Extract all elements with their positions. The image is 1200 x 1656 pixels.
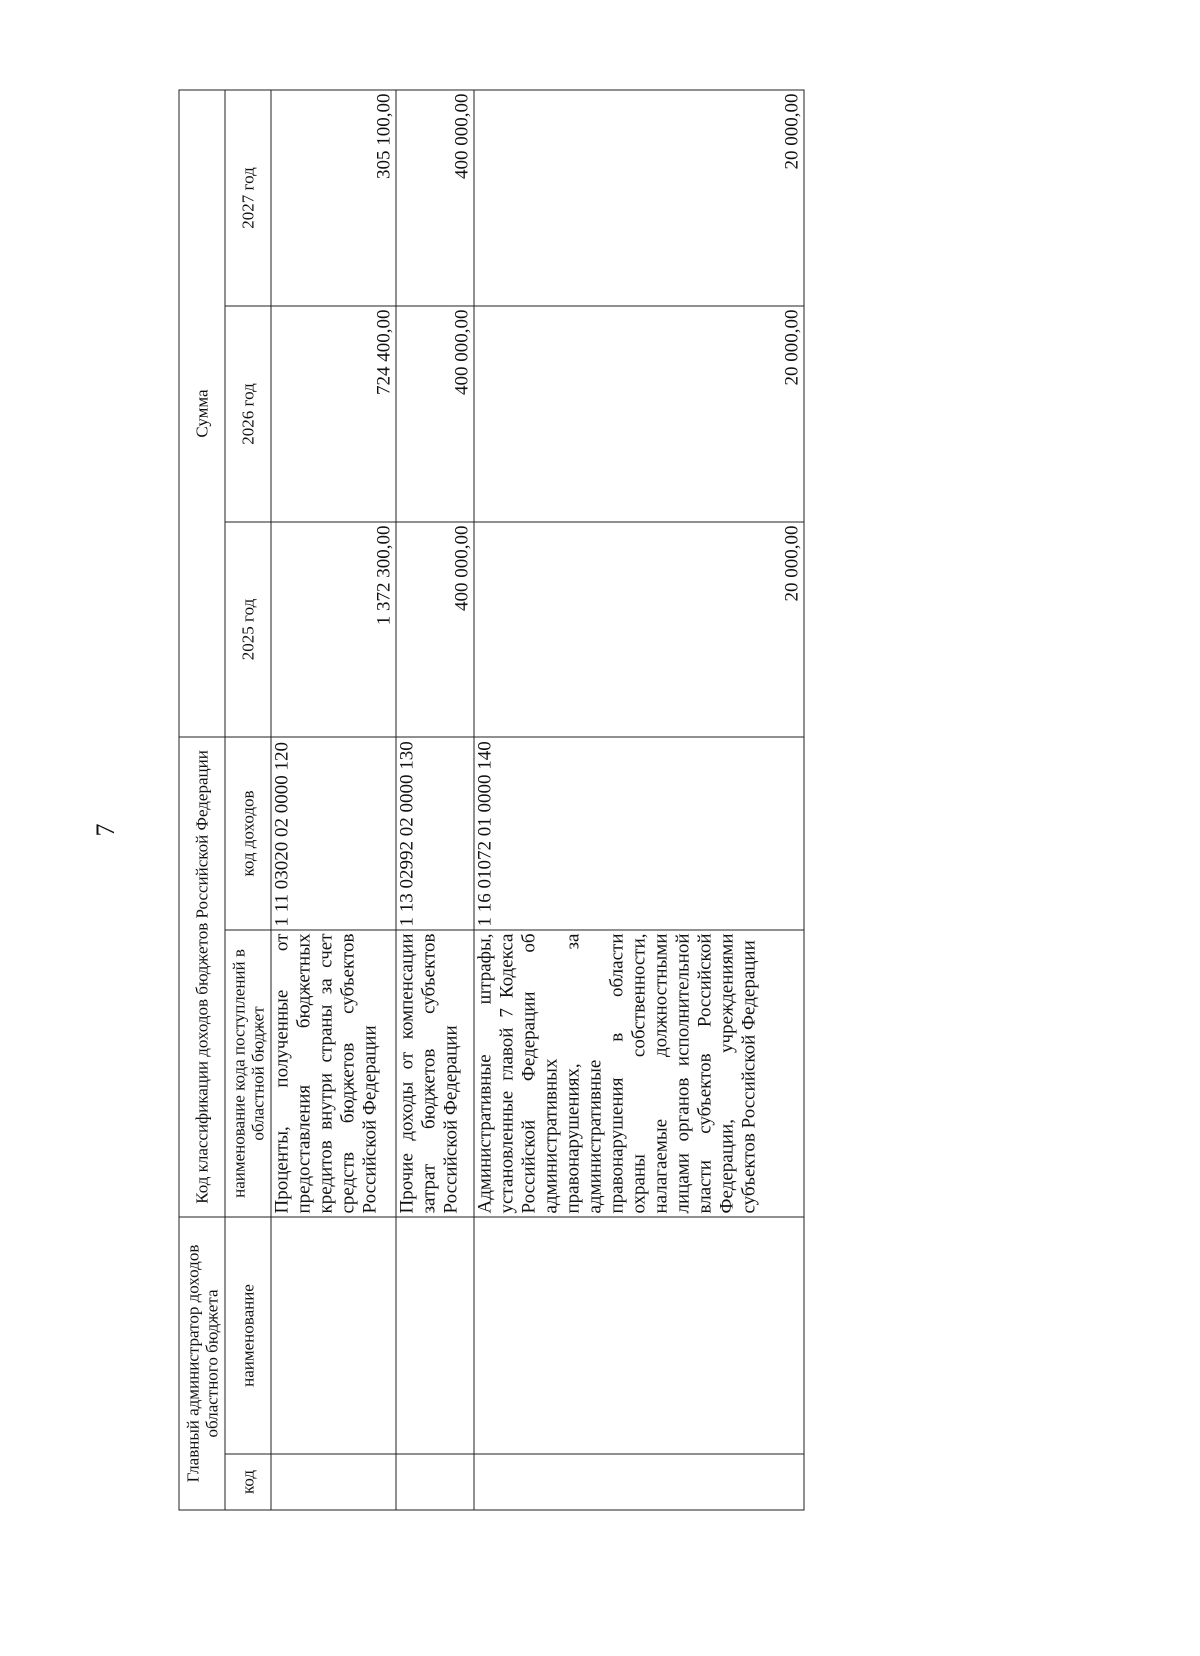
row-amount-2025: 1 372 300,00 (271, 522, 396, 737)
row-admin-name (271, 1217, 396, 1454)
header-row-2 (225, 90, 271, 1510)
header-col-2027: 2027 год (225, 90, 271, 306)
row-amount-2027: 20 000,00 (474, 90, 804, 306)
page-number: 7 (91, 823, 120, 837)
header-col-code: код (225, 1454, 271, 1510)
budget-table-rotated (179, 91, 804, 1511)
row-amount-2025: 20 000,00 (474, 522, 804, 737)
header-col-name: наименование (225, 1217, 271, 1454)
row-amount-2026: 400 000,00 (396, 306, 474, 522)
row-income-name: Прочие доходы от компенсации затрат бюджетов субъектов Российской Федерации (396, 930, 474, 1217)
row-admin-code (396, 1454, 474, 1510)
row-amount-2027: 305 100,00 (271, 90, 396, 306)
header-col-income-code: код доходов (225, 737, 271, 930)
row-admin-name (396, 1217, 474, 1454)
row-income-name: Проценты, полученные от предоставления бюджетных кредитов внутри страны за счет средств бюджетов субъектов Российской Федерации (271, 930, 396, 1217)
budget-income-table (179, 89, 805, 1510)
header-admin-group: Главный администратор доходов областного бюджета (179, 1217, 225, 1510)
table-row (474, 90, 804, 1510)
header-col-income-name: наименование кода поступлений в областной бюджет (225, 930, 271, 1217)
header-row-1 (179, 90, 225, 1510)
row-admin-name (474, 1217, 804, 1454)
row-amount-2026: 724 400,00 (271, 306, 396, 522)
row-admin-code (271, 1454, 396, 1510)
row-amount-2025: 400 000,00 (396, 522, 474, 737)
table-row (396, 90, 474, 1510)
header-sum-group: Сумма (179, 90, 225, 737)
table-row (271, 90, 396, 1510)
row-admin-code (474, 1454, 804, 1510)
row-income-code: 1 13 02992 02 0000 130 (396, 737, 474, 930)
header-col-2025: 2025 год (225, 522, 271, 737)
header-classification-group: Код классификации доходов бюджетов Российской Федерации (179, 737, 225, 1217)
row-amount-2027: 400 000,00 (396, 90, 474, 306)
row-income-name: Административные штрафы, установленные главой 7 Кодекса Российской Федерации об административных правонарушениях, за административные правонарушения в области охраны собственности, налагаемые должностными лицами органов исполнительной власти субъектов Российской Федерации, учреждениями субъектов Российской Федерации (474, 930, 804, 1217)
header-col-2026: 2026 год (225, 306, 271, 522)
row-income-code: 1 11 03020 02 0000 120 (271, 737, 396, 930)
row-income-code: 1 16 01072 01 0000 140 (474, 737, 804, 930)
row-amount-2026: 20 000,00 (474, 306, 804, 522)
